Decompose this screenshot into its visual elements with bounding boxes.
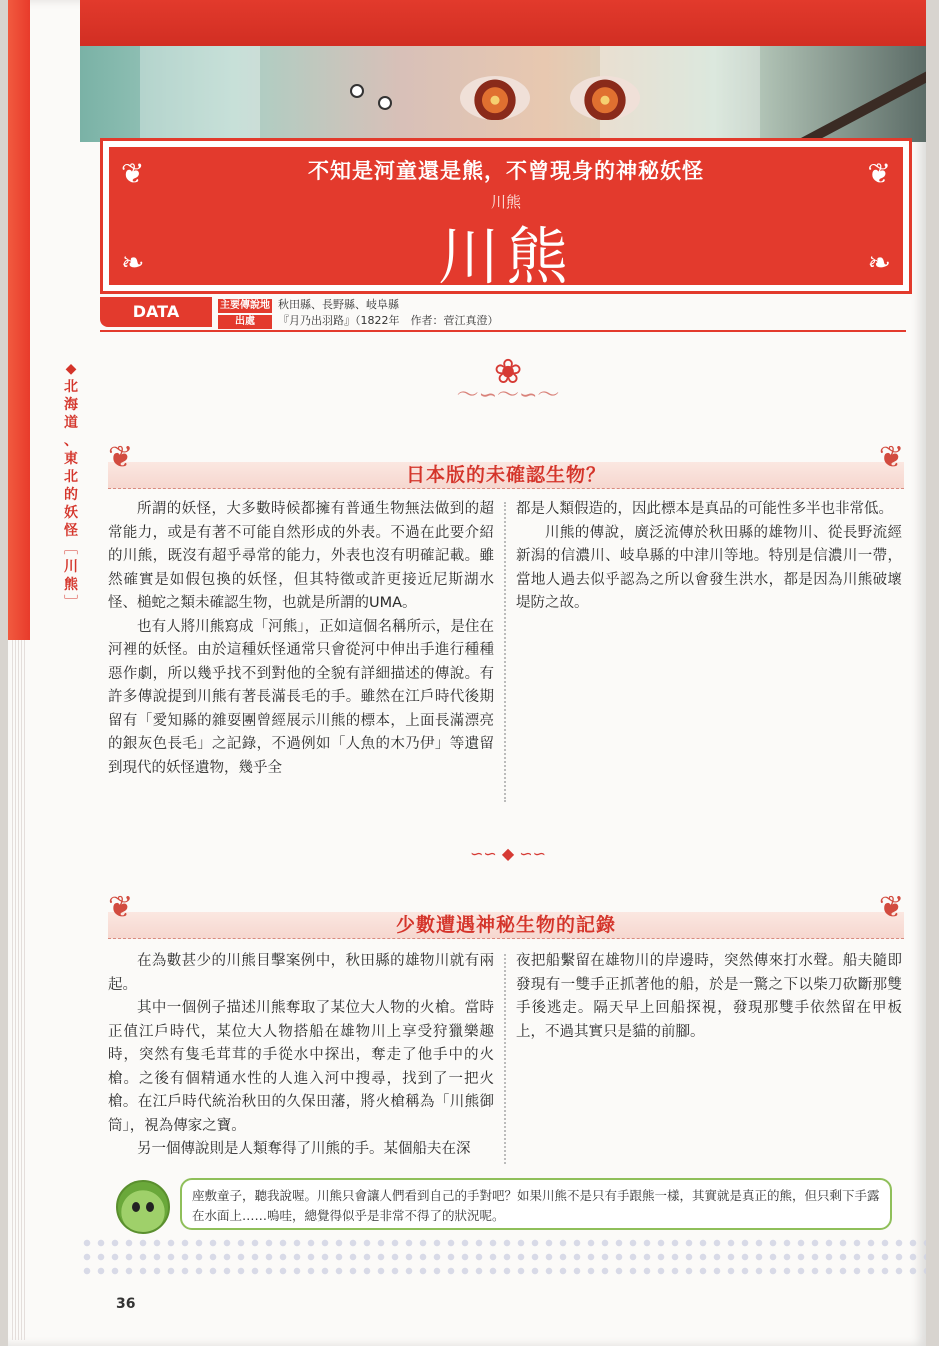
- nav-bracket-close: ﹈: [64, 595, 78, 611]
- banner-illustration: [80, 46, 926, 142]
- page-title: 川熊: [437, 220, 574, 293]
- flourish-icon: ❧: [867, 246, 891, 279]
- section2-left-column: [108, 950, 494, 1162]
- section-title: 少數遭遇神秘生物的記錄: [395, 914, 616, 936]
- page-number: 36: [116, 1296, 136, 1312]
- data-row-source: [218, 314, 499, 328]
- nav-char: 怪: [64, 523, 78, 539]
- data-label: DATA: [100, 297, 212, 327]
- flourish-icon: ❦: [121, 157, 145, 190]
- data-rule: [100, 330, 906, 332]
- bubble-icon: [350, 84, 364, 98]
- nav-char: 北: [64, 469, 78, 485]
- sakura-ornament-icon: ❀: [493, 352, 523, 392]
- dot-pattern: [80, 1236, 926, 1280]
- section2-right-column: [516, 950, 902, 1044]
- paragraph: 其中一個例子描述川熊奪取了某位大人物的火槍。當時正值江戶時代，某位大人物搭船在雄物川上享受狩獵樂趣時，突然有隻毛茸茸的手從水中探出，奪走了他手中的火槍。之後有個精通水性的人進入河中搜尋，找到了一把火槍。在江戶時代統治秋田的久保田藩，將火槍稱為「川熊御筒」，視為傳家之寶。: [108, 1000, 494, 1134]
- nav-current-char: 熊: [64, 577, 78, 593]
- swirl-left-icon: ❦: [108, 440, 134, 475]
- top-red-band: [80, 0, 926, 50]
- paragraph: 川熊的傳說，廣泛流傳於秋田縣的雄物川、從長野流經新潟的信濃川、岐阜縣的中津川等地。特別是信濃川一帶，當地人過去似乎認為之所以會發生洪水，都是因為川熊破壞堤防之故。: [516, 524, 902, 611]
- bubble-icon: [378, 96, 392, 110]
- nav-char: 海: [64, 397, 78, 413]
- paragraph: 也有人將川熊寫成「河熊」，正如這個名稱所示，是住在河裡的妖怪。由於這種妖怪通常只會從河中伸出手進行種種惡作劇，所以幾乎找不到對他的全貌有詳細描述的傳說。有許多傳說提到川熊有著長滿長毛的手。雖然在江戶時代後期留有「愛知縣的雜耍團曾經展示川熊的標本，上面長滿漂亮的銀灰色長毛」之記錄，不過例如「人魚的木乃伊」等遺留到現代的妖怪遺物，幾乎全: [108, 618, 494, 776]
- chapter-side-nav: [60, 360, 82, 612]
- title-block: [100, 138, 912, 294]
- kappa-avatar: [116, 1180, 170, 1234]
- nav-char: 道: [64, 415, 78, 431]
- data-key: 主要傳說地: [220, 300, 270, 311]
- data-row-location: [218, 298, 399, 312]
- eye-illustration: [460, 76, 530, 120]
- paragraph: 所謂的妖怪，大多數時候都擁有普通生物無法做到的超常能力，或是有著不可能自然形成的外表。不過在此要介紹的川熊，既沒有超乎尋常的能力，外表也沒有明確記載。雖然確實是如假包換的妖怪，但其特徵或許更接近尼斯湖水怪、槌蛇之類未確認生物，也就是所謂的UMA。: [108, 501, 494, 611]
- section1-left-column: [108, 498, 494, 780]
- stick-illustration: [792, 46, 926, 142]
- eye-illustration: [570, 76, 640, 120]
- scroll-ornament-icon: 〜∽〜∽〜: [456, 383, 560, 408]
- title-reading: 川熊: [490, 193, 521, 211]
- character-comment: 座敷童子，聽我說喔。川熊只會讓人們看到自己的手對吧？如果川熊不是只有手跟熊一樣，其實就是真正的熊，但只剩下手露在水面上……嗚哇，總覺得似乎是非常不得了的狀況呢。: [180, 1178, 892, 1230]
- swirl-right-icon: ❦: [878, 890, 904, 925]
- flourish-icon: ❦: [867, 157, 891, 190]
- nav-bracket-open: ﹇: [64, 541, 78, 557]
- nav-char: 東: [64, 451, 78, 467]
- data-value: 秋田縣、長野縣、岐阜縣: [278, 298, 399, 311]
- avatar-eye: [132, 1202, 140, 1212]
- nav-char: 北: [64, 379, 78, 395]
- spine-page-edges: [12, 640, 26, 1340]
- title-red-panel: [109, 147, 903, 293]
- nav-char: 、: [64, 433, 78, 449]
- nav-char: 妖: [64, 505, 78, 521]
- divider-ornament-icon: ∽∽ ◆ ∽∽: [469, 844, 547, 863]
- nav-current-char: 川: [64, 559, 78, 575]
- column-divider: [504, 954, 506, 1164]
- flourish-icon: ❧: [121, 246, 145, 279]
- swirl-right-icon: ❦: [878, 440, 904, 475]
- spine-red-strip: [8, 0, 30, 640]
- paragraph: 在為數甚少的川熊目擊案例中，秋田縣的雄物川就有兩起。: [108, 953, 494, 993]
- paragraph: 另一個傳說則是人類奪得了川熊的手。某個船夫在深: [137, 1141, 471, 1157]
- book-page: [8, 0, 926, 1346]
- section-header-2: [108, 890, 904, 944]
- catchphrase: 不知是河童還是熊，不曾現身的神秘妖怪: [308, 159, 704, 183]
- paragraph: 都是人類假造的，因此標本是真品的可能性多半也非常低。: [516, 501, 893, 517]
- data-value: 『月乃出羽路』（1822年 作者：菅江真澄）: [278, 314, 499, 327]
- avatar-eye: [146, 1202, 154, 1212]
- swirl-left-icon: ❦: [108, 890, 134, 925]
- data-key: 出處: [218, 315, 272, 329]
- nav-char: ◆: [65, 361, 77, 377]
- nav-char: 的: [64, 487, 78, 503]
- hair-highlight: [140, 46, 260, 142]
- section-header-1: [108, 440, 904, 494]
- section-title: 日本版的未確認生物？: [405, 464, 606, 486]
- column-divider: [504, 502, 506, 802]
- section1-right-column: [516, 498, 902, 616]
- paragraph: 夜把船繫留在雄物川的岸邊時，突然傳來打水聲。船夫隨即發現有一雙手正抓著他的船，於是一驚之下以柴刀砍斷那雙手後逃走。隔天早上回船探視，發現那雙手依然留在甲板上，不過其實只是貓的前腳。: [516, 953, 902, 1040]
